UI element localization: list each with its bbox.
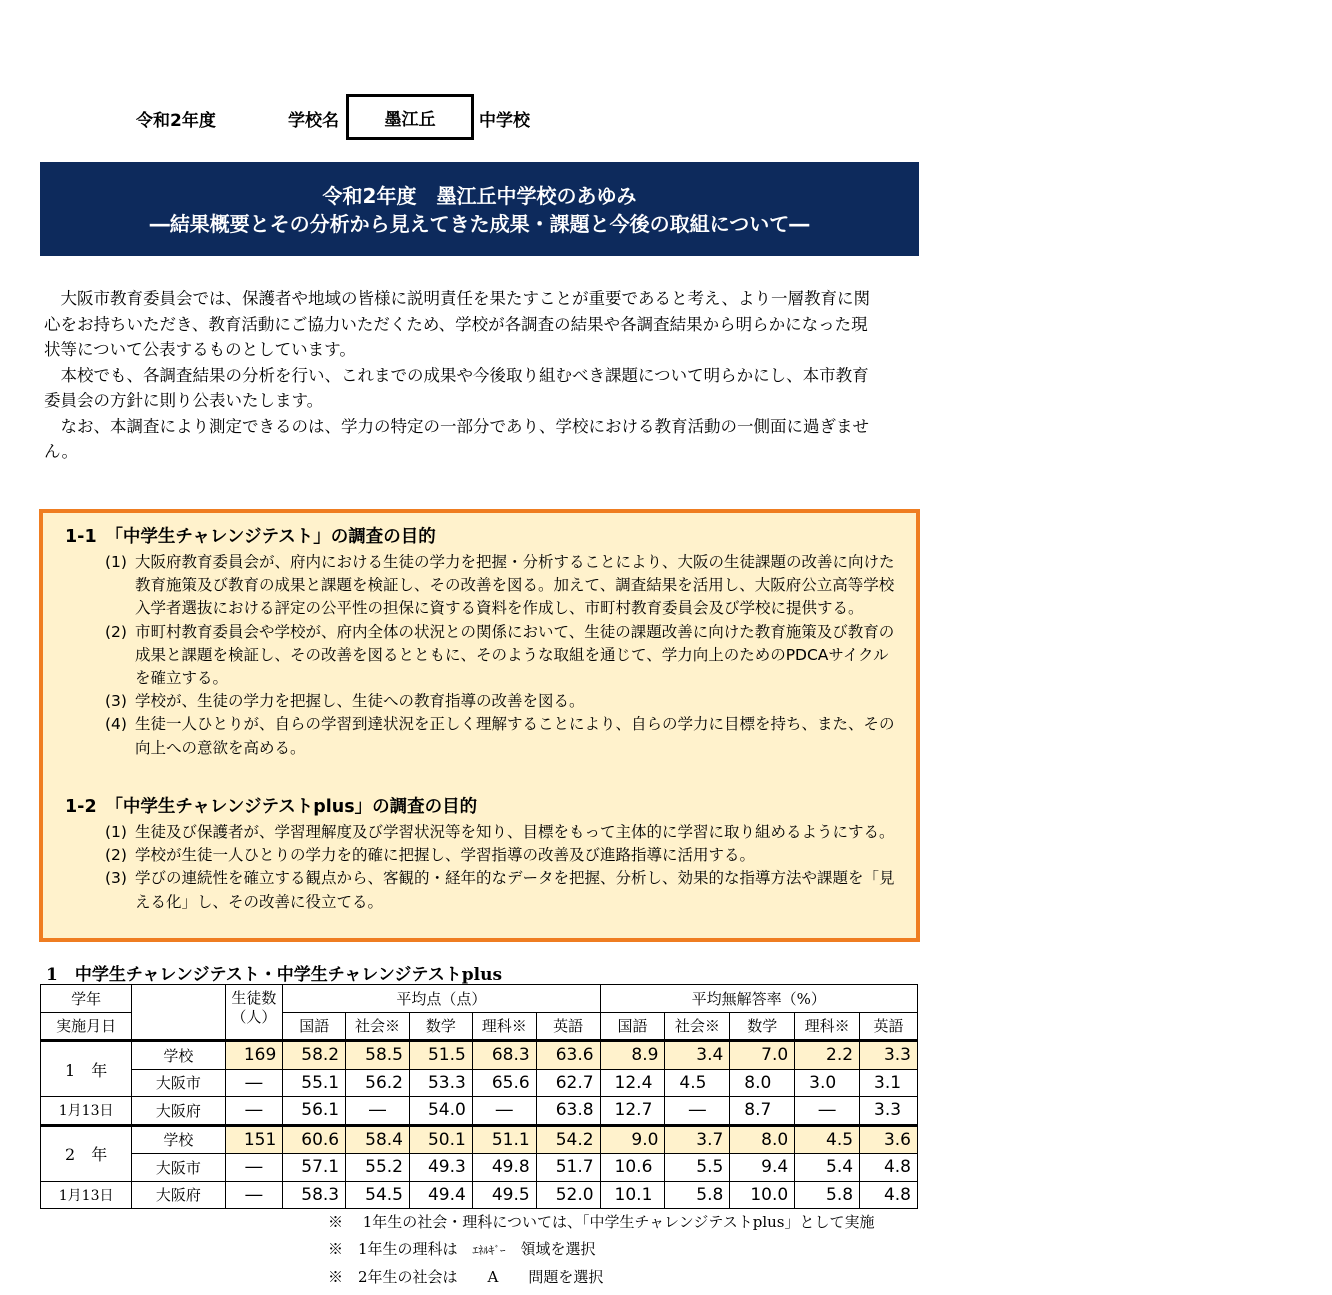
purpose-list-2: [105, 821, 901, 914]
avg-cell: 57.1: [283, 1154, 346, 1182]
nores-cell: 10.1: [600, 1181, 665, 1209]
nores-cell: 8.9: [600, 1041, 665, 1070]
purpose-item: [105, 551, 901, 621]
purpose-item: [105, 867, 901, 913]
header-blank: [132, 985, 225, 1041]
footnote: [328, 1238, 596, 1259]
nores-cell: 3.3: [860, 1041, 918, 1070]
avg-cell: 68.3: [472, 1041, 536, 1070]
intro-text: [44, 286, 879, 465]
avg-cell: 53.3: [409, 1069, 472, 1097]
subject-header: 国語: [600, 1012, 665, 1041]
header-average-score: 平均点（点）: [283, 985, 600, 1013]
date-cell: 1月13日: [41, 1097, 132, 1126]
purpose-item: [105, 844, 901, 867]
avg-cell: ―: [472, 1097, 536, 1126]
nores-cell: 2.2: [795, 1041, 860, 1070]
purpose-heading-1: 1-1 「中学生チャレンジテスト」の調査の目的: [65, 527, 436, 547]
row-label: 大阪市: [132, 1154, 225, 1182]
nores-cell: 9.4: [730, 1154, 795, 1182]
header-student-count: 生徒数（人）: [225, 985, 283, 1041]
student-count: ―: [225, 1154, 283, 1182]
student-count: ―: [225, 1181, 283, 1209]
nores-cell: 3.6: [860, 1125, 918, 1154]
avg-cell: 62.7: [536, 1069, 600, 1097]
subject-header: 英語: [536, 1012, 600, 1041]
avg-cell: 63.8: [536, 1097, 600, 1126]
avg-cell: 58.3: [283, 1181, 346, 1209]
student-count: ―: [225, 1069, 283, 1097]
date-cell: 1月13日: [41, 1181, 132, 1209]
student-count: ―: [225, 1097, 283, 1126]
selected-area: ｴﾈﾙｷﾞｰ: [472, 1244, 506, 1257]
subject-header: 英語: [860, 1012, 918, 1041]
student-count: 151: [225, 1125, 283, 1154]
avg-cell: 51.7: [536, 1154, 600, 1182]
nores-cell: 12.7: [600, 1097, 665, 1126]
subject-header: 数学: [409, 1012, 472, 1041]
item-number: (3): [105, 869, 127, 888]
intro-paragraph: 本校でも、各調査結果の分析を行い、これまでの成果や今後取り組むべき課題について明らかにし、本市教育委員会の方針に則り公表いたします。: [44, 365, 869, 410]
purpose-item: [105, 713, 901, 759]
item-text: 生徒及び保護者が、学習理解度及び学習状況等を知り、目標をもって主体的に学習に取り組めるようにする。: [135, 823, 895, 841]
avg-cell: 58.4: [346, 1125, 410, 1154]
nores-cell: 9.0: [600, 1125, 665, 1154]
avg-cell: 65.6: [472, 1069, 536, 1097]
item-number: (2): [105, 622, 127, 641]
subject-header: 数学: [730, 1012, 795, 1041]
nores-cell: 5.8: [795, 1181, 860, 1209]
results-table: [40, 984, 918, 1209]
school-name-box: 墨江丘: [346, 94, 474, 140]
row-label: 学校: [132, 1125, 225, 1154]
item-text: 市町村教育委員会や学校が、府内全体の状況との関係において、生徒の課題改善に向けた教育施策及び教育の成果と課題を検証し、その改善を図るとともに、そのような取組を通じて、学力向上のためのPDCAサイクルを確立する。: [135, 622, 895, 688]
nores-cell: 4.5: [665, 1069, 730, 1097]
header-no-answer-rate: 平均無解答率（%）: [600, 985, 917, 1013]
avg-cell: 54.2: [536, 1125, 600, 1154]
avg-cell: 58.2: [283, 1041, 346, 1070]
nores-cell: 3.1: [860, 1069, 918, 1097]
nores-cell: 8.7: [730, 1097, 795, 1126]
nores-cell: ―: [795, 1097, 860, 1126]
header-grade: 学年: [41, 985, 132, 1013]
footnote-text: ※ 2年生の社会は: [328, 1268, 488, 1286]
avg-cell: 51.1: [472, 1125, 536, 1154]
avg-cell: 52.0: [536, 1181, 600, 1209]
avg-cell: 49.8: [472, 1154, 536, 1182]
nores-cell: 4.8: [860, 1181, 918, 1209]
avg-cell: 49.4: [409, 1181, 472, 1209]
nores-cell: 8.0: [730, 1125, 795, 1154]
avg-cell: 55.1: [283, 1069, 346, 1097]
avg-cell: 54.5: [346, 1181, 410, 1209]
footnote-text: ※ 1年生の理科は: [328, 1240, 473, 1258]
avg-cell: 63.6: [536, 1041, 600, 1070]
item-number: (1): [105, 553, 127, 571]
subject-header: 国語: [283, 1012, 346, 1041]
avg-cell: 54.0: [409, 1097, 472, 1126]
subject-header: 理科※: [795, 1012, 860, 1041]
nores-cell: 5.4: [795, 1154, 860, 1182]
subject-header: 社会※: [665, 1012, 730, 1041]
intro-paragraph: なお、本調査により測定できるのは、学力の特定の一部分であり、学校における教育活動の一側面に過ぎません。: [44, 416, 869, 461]
avg-cell: 51.5: [409, 1041, 472, 1070]
item-number: (4): [105, 715, 127, 734]
nores-cell: 10.0: [730, 1181, 795, 1209]
subject-header: 理科※: [472, 1012, 536, 1041]
row-label: 大阪市: [132, 1069, 225, 1097]
footnote: [328, 1266, 603, 1287]
avg-cell: 49.5: [472, 1181, 536, 1209]
footnote-text: 問題を選択: [498, 1268, 604, 1286]
purpose-item: [105, 821, 901, 844]
item-text: 学びの連続性を確立する観点から、客観的・経年的なデータを把握、分析し、効果的な指導方法や課題を「見える化」し、その改善に役立てる。: [135, 869, 895, 911]
grade-cell: 1 年: [41, 1041, 132, 1097]
item-text: 学校が生徒一人ひとりの学力を的確に把握し、学習指導の改善及び進路指導に活用する。: [135, 846, 756, 865]
student-count: 169: [225, 1041, 283, 1070]
section-title: 1 中学生チャレンジテスト・中学生チャレンジテストplus: [46, 965, 503, 985]
item-text: 生徒一人ひとりが、自らの学習到達状況を正しく理解することにより、自らの学力に目標を持ち、また、その向上への意欲を高める。: [135, 715, 895, 757]
purpose-item: [105, 621, 901, 691]
nores-cell: 8.0: [730, 1069, 795, 1097]
avg-cell: 60.6: [283, 1125, 346, 1154]
footnote: ※ 1年生の社会・理科については、「中学生チャレンジテストplus」として実施: [328, 1213, 875, 1231]
nores-cell: 10.6: [600, 1154, 665, 1182]
grade-cell: 2 年: [41, 1125, 132, 1181]
nores-cell: ―: [665, 1097, 730, 1126]
avg-cell: 58.5: [346, 1041, 410, 1070]
avg-cell: 55.2: [346, 1154, 410, 1182]
title-banner: [40, 162, 919, 256]
purpose-list-1: [105, 551, 901, 760]
item-number: (3): [105, 692, 127, 711]
banner-subtitle: ―結果概要とその分析から見えてきた成果・課題と今後の取組について―: [149, 212, 810, 236]
nores-cell: 3.0: [795, 1069, 860, 1097]
nores-cell: 4.5: [795, 1125, 860, 1154]
avg-cell: ―: [346, 1097, 410, 1126]
intro-paragraph: 大阪市教育委員会では、保護者や地域の皆様に説明責任を果たすことが重要であると考え、より一層教育に関心をお持ちいただき、教育活動にご協力いただくため、学校が各調査の結果や各調査結果から明らかになった現状等について公表するものとしています。: [44, 289, 870, 359]
header-year: 令和2年度: [136, 111, 216, 131]
item-text: 大阪府教育委員会が、府内における生徒の学力を把握・分析することにより、大阪の生徒課題の改善に向けた教育施策及び教育の成果と課題を検証し、その改善を図る。加えて、調査結果を活用し、大阪府公立高等学校入学者選抜における評定の公平性の担保に資する資料を作成し、市町村教育委員会及び学校に提供する。: [135, 553, 895, 618]
nores-cell: 12.4: [600, 1069, 665, 1097]
banner-title: 令和2年度 墨江丘中学校のあゆみ: [322, 184, 637, 208]
nores-cell: 4.8: [860, 1154, 918, 1182]
subject-header: 社会※: [346, 1012, 410, 1041]
nores-cell: 3.7: [665, 1125, 730, 1154]
header-date: 実施月日: [41, 1012, 132, 1041]
item-text: 学校が、生徒の学力を把握し、生徒への教育指導の改善を図る。: [135, 692, 585, 711]
item-number: (1): [105, 823, 127, 841]
row-label: 大阪府: [132, 1181, 225, 1209]
row-label: 学校: [132, 1041, 225, 1070]
footnote-text: 領域を選択: [505, 1240, 596, 1258]
avg-cell: 50.1: [409, 1125, 472, 1154]
purpose-item: [105, 690, 901, 713]
nores-cell: 5.8: [665, 1181, 730, 1209]
school-name-label: 学校名: [288, 111, 339, 131]
nores-cell: 5.5: [665, 1154, 730, 1182]
school-suffix: 中学校: [479, 111, 530, 131]
nores-cell: 3.4: [665, 1041, 730, 1070]
row-label: 大阪府: [132, 1097, 225, 1126]
avg-cell: 49.3: [409, 1154, 472, 1182]
item-number: (2): [105, 846, 127, 865]
purpose-heading-2: 1-2 「中学生チャレンジテストplus」の調査の目的: [65, 797, 478, 817]
selected-problem: A: [487, 1268, 499, 1286]
nores-cell: 7.0: [730, 1041, 795, 1070]
nores-cell: 3.3: [860, 1097, 918, 1126]
purpose-box: [39, 509, 920, 942]
avg-cell: 56.2: [346, 1069, 410, 1097]
avg-cell: 56.1: [283, 1097, 346, 1126]
